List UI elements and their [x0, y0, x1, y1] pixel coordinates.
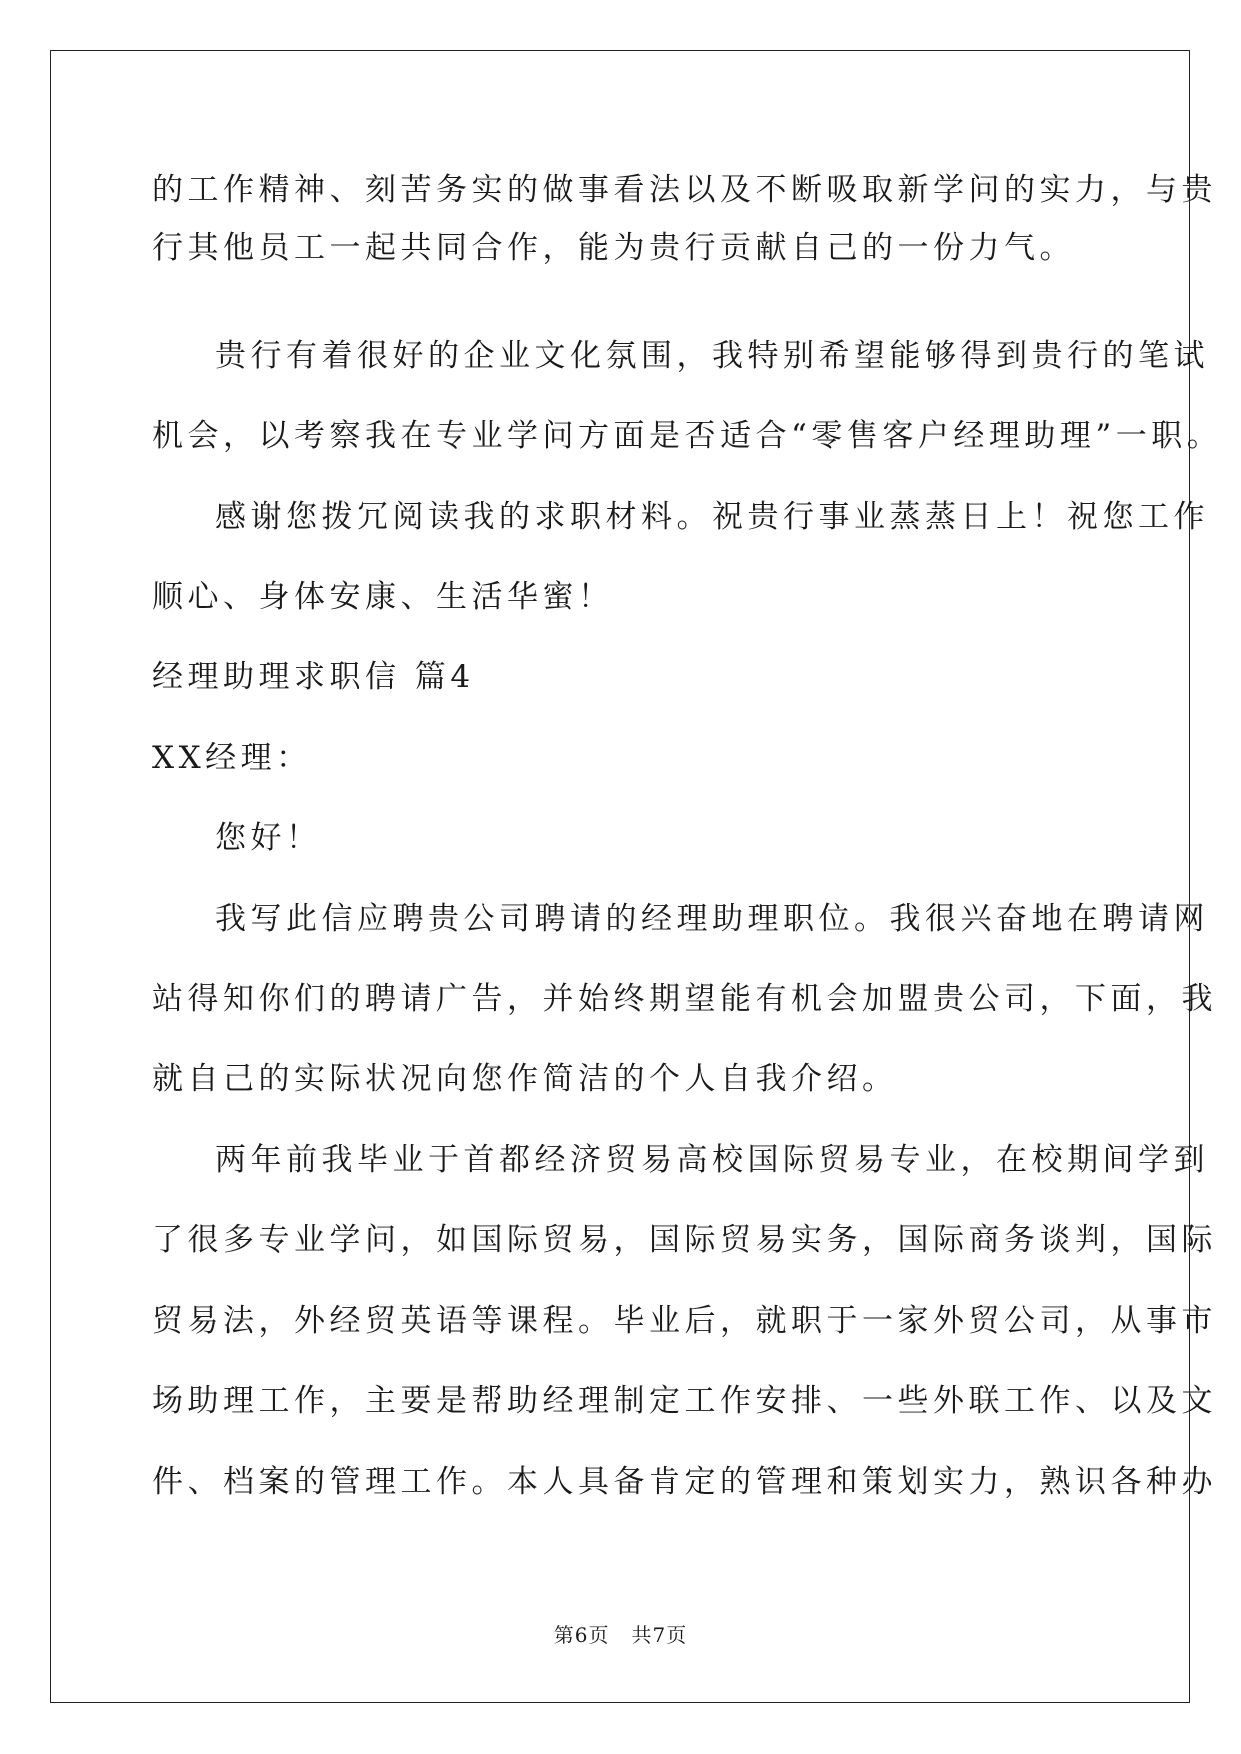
greeting: 您好！	[215, 820, 322, 856]
body-line: 我写此信应聘贵公司聘请的经理助理职位。我很兴奋地在聘请网	[215, 901, 1209, 937]
body-line: 件、档案的管理工作。本人具备肯定的管理和策划实力，熟识各种办	[152, 1464, 1217, 1500]
body-line: 行其他员工一起共同合作，能为贵行贡献自己的一份力气。	[152, 230, 1075, 266]
body-line: 感谢您拨冗阅读我的求职材料。祝贵行事业蒸蒸日上！祝您工作	[215, 499, 1209, 535]
body-line: 了很多专业学问，如国际贸易，国际贸易实务，国际商务谈判，国际	[152, 1222, 1217, 1258]
body-line: 贵行有着很好的企业文化氛围，我特别希望能够得到贵行的笔试	[215, 338, 1209, 374]
body-line: 场助理工作，主要是帮助经理制定工作安排、一些外联工作、以及文	[152, 1383, 1217, 1419]
page-border	[50, 50, 1190, 1703]
body-line: 站得知你们的聘请广告，并始终期望能有机会加盟贵公司，下面，我	[152, 981, 1217, 1017]
body-line: 的工作精神、刻苦务实的做事看法以及不断吸取新学问的实力，与贵	[152, 172, 1217, 208]
body-line: 贸易法，外经贸英语等课程。毕业后，就职于一家外贸公司，从事市	[152, 1303, 1217, 1339]
section-heading: 经理助理求职信 篇4	[152, 659, 475, 695]
body-line: 两年前我毕业于首都经济贸易高校国际贸易专业，在校期间学到	[215, 1142, 1209, 1178]
page-footer	[0, 1623, 1241, 1647]
page-number: 第6页	[553, 1623, 610, 1647]
body-line: 就自己的实际状况向您作简洁的个人自我介绍。	[152, 1061, 898, 1097]
page-total: 共7页	[631, 1623, 688, 1647]
salutation: XX经理：	[152, 740, 312, 776]
body-line: 机会，以考察我在专业学问方面是否适合“零售客户经理助理”一职。	[152, 418, 1223, 454]
body-line: 顺心、身体安康、生活华蜜！	[152, 579, 614, 615]
